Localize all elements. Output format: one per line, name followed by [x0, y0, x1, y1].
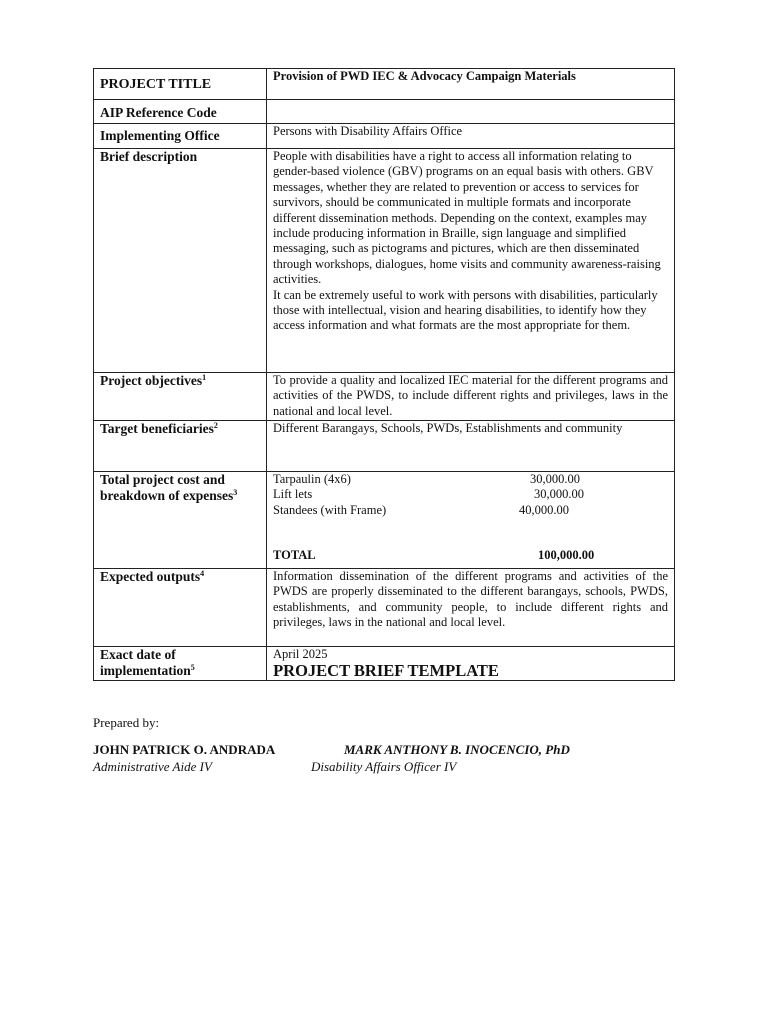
target-beneficiaries-value: Different Barangays, Schools, PWDs, Establishments and community: [267, 421, 675, 472]
total-label: TOTAL: [273, 548, 316, 563]
brief-description-value: [267, 149, 675, 373]
project-objectives-value: To provide a quality and localized IEC material for the different programs and activities of the PWDS, to include different rights and privileges, laws in the national and local level.: [267, 373, 675, 421]
footnote-marker-2: 2: [213, 421, 218, 430]
expected-outputs-value: Information dissemination of the different programs and activities of the PWDS are properly disseminated to the different barangays, schools, PWDS, establishments, and community people, to include different rights and privileges, laws in the national and local level.: [267, 569, 675, 647]
project-brief-table: [93, 68, 675, 681]
expense-total: [273, 548, 668, 564]
expense-item-name: Tarpaulin (4x6): [273, 472, 351, 486]
row-project-title: [94, 69, 675, 100]
expense-item-name: Lift lets: [273, 487, 313, 502]
footnote-marker-3: 3: [233, 488, 238, 497]
project-objectives-label-cell: [94, 373, 267, 421]
expense-item-amount: 30,000.00: [530, 472, 580, 486]
implementing-office-label: Implementing Office: [94, 124, 267, 149]
expected-outputs-label: Expected outputs: [100, 569, 201, 584]
signatory-title: Disability Affairs Officer IV: [311, 759, 457, 774]
total-amount: 100,000.00: [538, 548, 595, 563]
expense-item: [273, 487, 668, 502]
brief-description-paragraph-1: People with disabilities have a right to access all information relating to gender-based violence (GBV) programs on an equal basis with others. GBV messages, whether they are related to prevention or access to services for survivors, should be communicated in multiple formats and incorporate different dissemination methods. Depending on the context, examples may include producing information in Braille, sign language and simplified messaging, such as pictograms and pictures, which are then disseminated through workshops, dialogues, home visits and community awareness-raising activities.: [273, 149, 661, 287]
project-objectives-label: Project objectives: [100, 373, 203, 388]
project-title-value: Provision of PWD IEC & Advocacy Campaign Materials: [267, 69, 675, 100]
expense-item-name: Standees (with Frame): [273, 502, 387, 517]
expense-item: [273, 503, 668, 518]
brief-description-label: Brief description: [94, 149, 267, 373]
total-cost-label: Total project cost and breakdown of expenses: [100, 472, 234, 503]
signatory-title: Administrative Aide IV: [93, 759, 212, 774]
footnote-marker-4: 4: [200, 569, 205, 578]
expected-outputs-label-cell: [94, 569, 267, 647]
row-total-cost: [94, 472, 675, 569]
aip-code-label: AIP Reference Code: [94, 100, 267, 124]
row-expected-outputs: [94, 569, 675, 647]
project-title-label: PROJECT TITLE: [94, 69, 267, 100]
row-project-objectives: [94, 373, 675, 421]
row-target-beneficiaries: [94, 421, 675, 472]
aip-code-value: [267, 100, 675, 124]
row-implementing-office: [94, 124, 675, 149]
prepared-by-label: Prepared by:: [93, 715, 160, 730]
brief-description-paragraph-2: It can be extremely useful to work with persons with disabilities, particularly those with intellectual, vision and hearing disabilities, to identify how they access information and what formats are the most appropriate for them.: [273, 287, 658, 333]
document-heading: PROJECT BRIEF TEMPLATE: [273, 661, 499, 680]
expense-item-amount: 30,000.00: [534, 487, 584, 502]
target-beneficiaries-label: Target beneficiaries: [100, 421, 214, 436]
signatory-name: JOHN PATRICK O. ANDRADA: [93, 742, 276, 757]
footnote-marker-1: 1: [202, 373, 207, 382]
implementing-office-value: Persons with Disability Affairs Office: [267, 124, 675, 149]
target-beneficiaries-label-cell: [94, 421, 267, 472]
implementation-date-value: April 2025: [267, 647, 675, 681]
implementation-date-label: Exact date of implementation: [100, 647, 191, 678]
row-brief-description: [94, 149, 675, 373]
total-cost-label-cell: [94, 472, 267, 569]
signatory-name: MARK ANTHONY B. INOCENCIO, PhD: [344, 742, 570, 757]
footnote-marker-5: 5: [190, 663, 195, 672]
expense-item-amount: 40,000.00: [519, 502, 569, 517]
expense-item: [273, 472, 668, 487]
total-cost-value: [267, 472, 675, 569]
row-aip-code: [94, 100, 675, 124]
